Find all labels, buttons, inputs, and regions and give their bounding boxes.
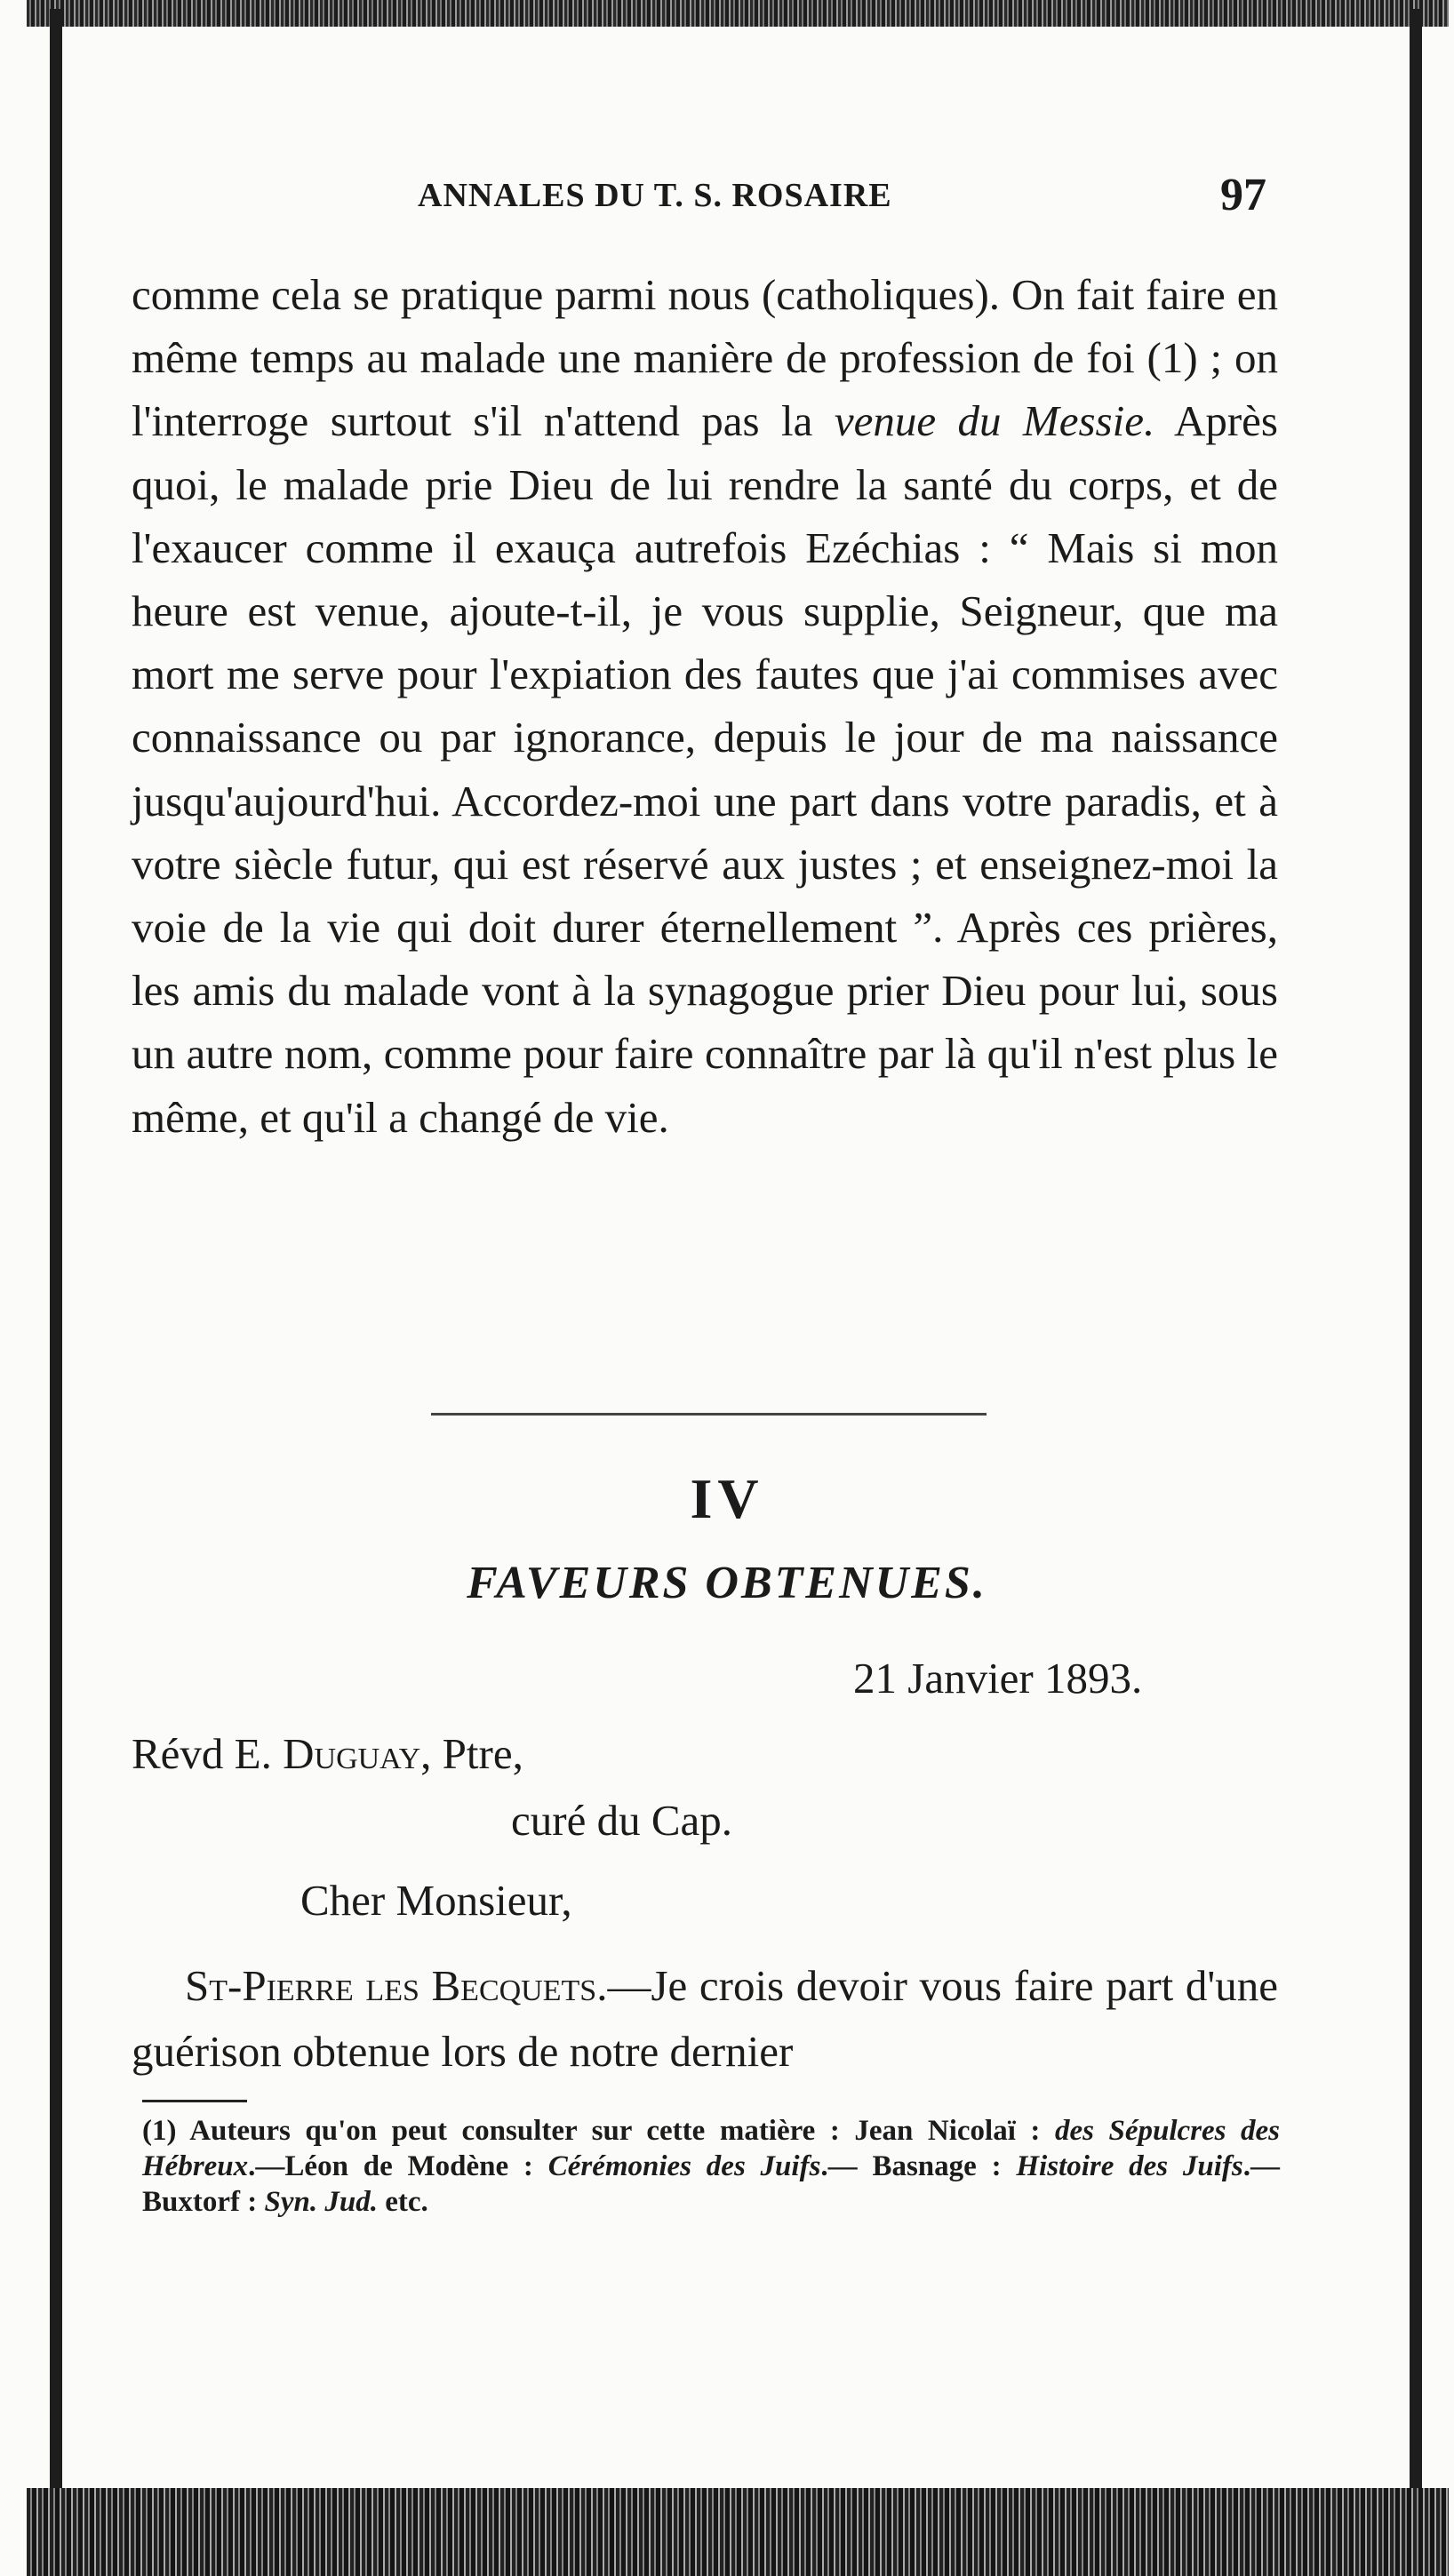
page-number: 97 [1220, 170, 1266, 220]
footnote-title-4: Syn. Jud. [264, 2186, 378, 2218]
addressee-title: curé du Cap. [511, 1796, 732, 1845]
footnote-title-3: Histoire des Juifs [1016, 2150, 1243, 2182]
addressee-prefix: Révd E. [132, 1729, 284, 1778]
body-text-part2: Après quoi, le malade prie Dieu de lui rendre la santé du corps, et de l'exaucer comme il exauça autrefois Ezéchias : “ Mais si mon heure est venue, ajoute-t-il, je vous supplie, Seigneur, que ma mort me serve pour l'expiation des fautes que j'ai commises avec connaissance ou par ignorance, depuis le jour de ma naissance jusqu'aujourd'hui. Accordez-moi une part dans votre paradis, et à votre siècle futur, qui est réservé aux justes ; et enseignez-moi la voie de la vie qui doit durer éternellement ”. Après ces prières, les amis du malade vont à la synagogue prier Dieu pour lui, sous un autre nom, comme pour faire connaître par là qu'il n'est plus le même, et qu'il a changé de vie. [132, 396, 1278, 1142]
page-border-left [50, 9, 62, 2524]
letter-body-text: .—Je crois devoir vous faire part d'une guérison obtenue lors de notre dernier [132, 1961, 1278, 2076]
letter-body [132, 1953, 1278, 2085]
footnote-title-1: des Sépulcres des Hébreux [142, 2115, 1280, 2182]
footnote-text-1: (1) Auteurs qu'on peut consulter sur cette matière : Jean Nicolaï : [142, 2115, 1055, 2147]
letter-date: 21 Janvier 1893. [853, 1654, 1143, 1703]
letter-addressee [132, 1728, 523, 1779]
body-text-venue-du-messie: venue du Messie. [834, 396, 1155, 446]
footnote [142, 2113, 1280, 2220]
section-title: FAVEURS OBTENUES. [467, 1558, 987, 1608]
page-border-right [1410, 9, 1422, 2532]
body-text-part1: comme cela se pratique parmi nous (catholiques). On fait faire en même temps au malade une manière de profession de foi (1) ; on l'interroge surtout s'il n'attend pas la [132, 270, 1278, 446]
scan-border-top [27, 0, 1449, 27]
page-header [133, 169, 1266, 222]
footnote-text-3: .— Basnage : [820, 2150, 1017, 2182]
footnote-text-5: etc. [377, 2186, 428, 2218]
addressee-suffix: , Ptre, [420, 1729, 523, 1778]
letter-salutation: Cher Monsieur, [300, 1876, 572, 1925]
footnote-text-4: .—Buxtorf : [142, 2150, 1281, 2218]
body-paragraph [132, 263, 1278, 1149]
addressee-name: Duguay [283, 1729, 421, 1778]
running-head: ANNALES DU T. S. ROSAIRE [418, 177, 892, 214]
scan-border-bottom [27, 2488, 1449, 2576]
footnote-rule [142, 2100, 247, 2102]
section-separator [431, 1413, 987, 1416]
section-number: IV [690, 1467, 764, 1530]
footnote-text-2: .—Léon de Modène : [248, 2150, 548, 2182]
footnote-title-2: Cérémonies des Juifs [547, 2150, 821, 2182]
letter-place: St-Pierre les Becquets [185, 1961, 597, 2010]
